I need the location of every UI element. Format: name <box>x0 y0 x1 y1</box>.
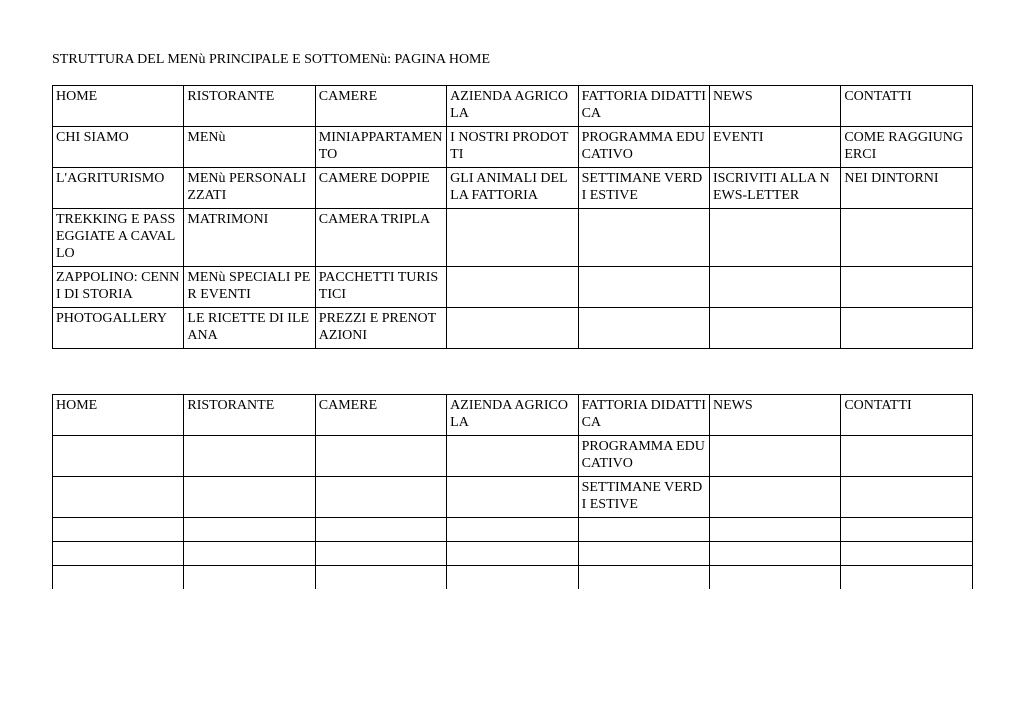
table-cell <box>184 566 315 590</box>
table-cell: L'AGRITURISMO <box>53 168 184 209</box>
table-cell: PACCHETTI TURISTICI <box>315 267 446 308</box>
table-cell <box>709 566 840 590</box>
table-cell: COME RAGGIUNGERCI <box>841 127 972 168</box>
document-title: STRUTTURA DEL MENù PRINCIPALE E SOTTOMENù: PAGINA HOME <box>52 52 491 67</box>
table-cell: MATRIMONI <box>184 209 315 267</box>
table-cell <box>184 518 315 542</box>
table-cell: SETTIMANE VERDI ESTIVE <box>578 477 709 518</box>
table-cell <box>184 477 315 518</box>
table-cell <box>841 566 972 590</box>
table-cell <box>53 566 184 590</box>
table-cell: CONTATTI <box>841 86 972 127</box>
table-cell: HOME <box>53 86 184 127</box>
table-cell: LE RICETTE DI ILEANA <box>184 308 315 349</box>
table-cell <box>315 542 446 566</box>
table-cell: CHI SIAMO <box>53 127 184 168</box>
table-cell <box>841 308 972 349</box>
table-cell: EVENTI <box>709 127 840 168</box>
table-cell: CAMERE <box>315 395 446 436</box>
table-cell <box>447 267 578 308</box>
table-cell: HOME <box>53 395 184 436</box>
table-cell: MENù PERSONALIZZATI <box>184 168 315 209</box>
table-cell <box>841 477 972 518</box>
table-cell <box>53 518 184 542</box>
table-cell: MENù <box>184 127 315 168</box>
table-cell <box>841 542 972 566</box>
table-row <box>53 127 973 168</box>
table-cell <box>578 308 709 349</box>
table-cell: ZAPPOLINO: CENNI DI STORIA <box>53 267 184 308</box>
table-cell <box>709 477 840 518</box>
table-row <box>53 168 973 209</box>
table-cell: PROGRAMMA EDUCATIVO <box>578 127 709 168</box>
table-cell <box>841 518 972 542</box>
table-cell: PHOTOGALLERY <box>53 308 184 349</box>
table-cell <box>447 518 578 542</box>
table-cell: RISTORANTE <box>184 395 315 436</box>
table-cell <box>315 477 446 518</box>
table-cell <box>315 436 446 477</box>
table-row <box>53 477 973 518</box>
table-cell: TREKKING E PASSEGGIATE A CAVALLO <box>53 209 184 267</box>
table-cell: RISTORANTE <box>184 86 315 127</box>
table-cell <box>841 436 972 477</box>
home-submenu-detail-table <box>52 394 973 589</box>
table-row <box>53 542 973 566</box>
table-cell <box>53 542 184 566</box>
table-cell <box>578 267 709 308</box>
table-cell <box>315 566 446 590</box>
table-cell <box>53 436 184 477</box>
table-cell <box>578 542 709 566</box>
table-cell: FATTORIA DIDATTICA <box>578 395 709 436</box>
table-cell: CONTATTI <box>841 395 972 436</box>
table-cell <box>447 566 578 590</box>
table-cell: MENù SPECIALI PER EVENTI <box>184 267 315 308</box>
table-cell <box>53 477 184 518</box>
table-cell: PROGRAMMA EDUCATIVO <box>578 436 709 477</box>
table-cell: NEI DINTORNI <box>841 168 972 209</box>
table-cell <box>709 308 840 349</box>
table-cell <box>841 267 972 308</box>
table-cell: MINIAPPARTAMENTO <box>315 127 446 168</box>
table-row <box>53 209 973 267</box>
table-cell <box>184 542 315 566</box>
table-cell <box>578 566 709 590</box>
table-cell: CAMERA TRIPLA <box>315 209 446 267</box>
table-cell <box>447 477 578 518</box>
table-cell: SETTIMANE VERDI ESTIVE <box>578 168 709 209</box>
table-row <box>53 566 973 590</box>
table-cell <box>709 267 840 308</box>
table-cell <box>447 209 578 267</box>
table-cell <box>578 209 709 267</box>
table-row <box>53 267 973 308</box>
table-cell <box>841 209 972 267</box>
table-cell: AZIENDA AGRICOLA <box>447 86 578 127</box>
table-cell: NEWS <box>709 395 840 436</box>
table-row <box>53 395 973 436</box>
table-row <box>53 518 973 542</box>
table-cell: CAMERE DOPPIE <box>315 168 446 209</box>
table-cell <box>578 518 709 542</box>
table-row <box>53 436 973 477</box>
table-cell <box>447 436 578 477</box>
table-cell <box>709 209 840 267</box>
table-cell: I NOSTRI PRODOTTI <box>447 127 578 168</box>
table-cell: ISCRIVITI ALLA NEWS-LETTER <box>709 168 840 209</box>
table-cell: NEWS <box>709 86 840 127</box>
table-cell: CAMERE <box>315 86 446 127</box>
table-cell <box>184 436 315 477</box>
table-cell: GLI ANIMALI DELLA FATTORIA <box>447 168 578 209</box>
table-cell <box>709 518 840 542</box>
table-cell: FATTORIA DIDATTICA <box>578 86 709 127</box>
table-cell: AZIENDA AGRICOLA <box>447 395 578 436</box>
table-cell <box>709 542 840 566</box>
table-cell <box>447 308 578 349</box>
table-row <box>53 86 973 127</box>
table-cell <box>447 542 578 566</box>
table-cell <box>315 518 446 542</box>
table-row <box>53 308 973 349</box>
main-menu-structure-table <box>52 85 973 349</box>
table-cell: PREZZI E PRENOTAZIONI <box>315 308 446 349</box>
table-cell <box>709 436 840 477</box>
